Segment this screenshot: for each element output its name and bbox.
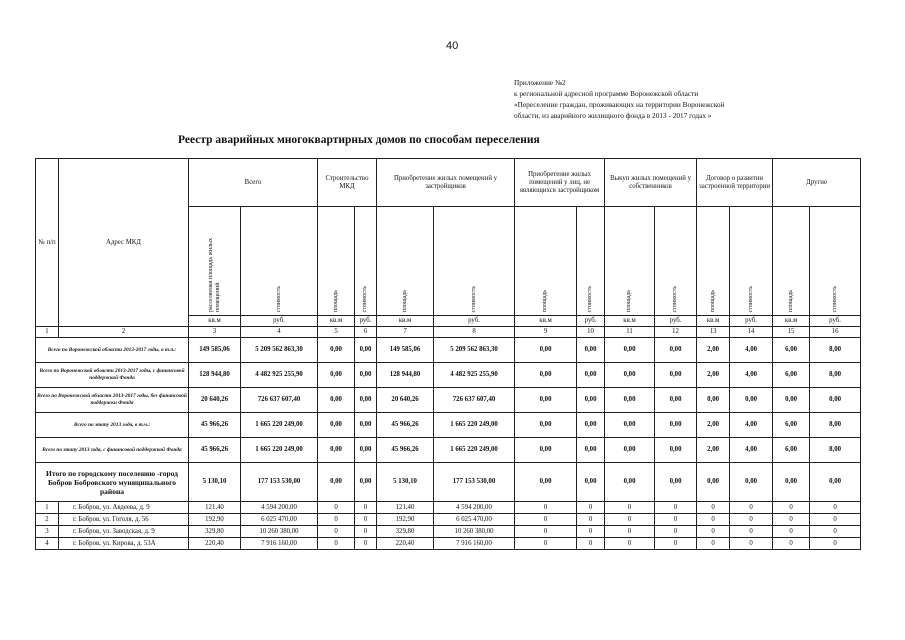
settlement-value: 0,00 bbox=[773, 463, 810, 502]
subheader-label: стоимость bbox=[747, 285, 754, 312]
subheader-cell bbox=[515, 207, 577, 316]
row-number: 2 bbox=[36, 514, 59, 526]
summary-value: 0,00 bbox=[773, 388, 810, 413]
column-numbers-row bbox=[36, 327, 861, 338]
row-value: 121,40 bbox=[377, 502, 434, 514]
row-value: 0 bbox=[605, 526, 655, 538]
summary-value: 8,00 bbox=[810, 363, 861, 388]
row-number: 3 bbox=[36, 526, 59, 538]
summary-value: 0,00 bbox=[355, 338, 377, 363]
column-number-cell: 13 bbox=[697, 327, 730, 338]
summary-value: 2,00 bbox=[697, 438, 730, 463]
subheader-label: площадь bbox=[709, 289, 716, 312]
summary-value: 4,00 bbox=[730, 363, 773, 388]
summary-value: 0,00 bbox=[605, 338, 655, 363]
group-other-header: Другие bbox=[773, 159, 861, 207]
summary-value: 0,00 bbox=[318, 363, 355, 388]
summary-value: 0,00 bbox=[605, 438, 655, 463]
column-number-cell: 12 bbox=[655, 327, 697, 338]
subheader-label: площадь bbox=[542, 289, 549, 312]
summary-value: 20 640,26 bbox=[189, 388, 241, 413]
summary-value: 45 966,26 bbox=[377, 413, 434, 438]
settlement-value: 0,00 bbox=[810, 463, 861, 502]
column-number-cell: 15 bbox=[773, 327, 810, 338]
page-number: 40 bbox=[446, 40, 459, 52]
settlement-value: 177 153 530,00 bbox=[241, 463, 318, 502]
unit-cell: кв.м bbox=[318, 316, 355, 327]
summary-row bbox=[36, 413, 861, 438]
summary-value: 0,00 bbox=[515, 388, 577, 413]
row-value: 329,80 bbox=[377, 526, 434, 538]
group-construction-header: Строительство МКД bbox=[318, 159, 377, 207]
row-value: 220,40 bbox=[377, 538, 434, 550]
column-number-cell: 10 bbox=[577, 327, 605, 338]
summary-value: 0,00 bbox=[355, 413, 377, 438]
summary-value: 0,00 bbox=[577, 338, 605, 363]
settlement-value: 0,00 bbox=[577, 463, 605, 502]
row-value: 0 bbox=[355, 514, 377, 526]
subheader-label: стоимость bbox=[672, 285, 679, 312]
column-number-cell: 1 bbox=[36, 327, 59, 338]
row-value: 0 bbox=[697, 502, 730, 514]
summary-value: 45 966,26 bbox=[189, 413, 241, 438]
summary-value: 0,00 bbox=[318, 338, 355, 363]
summary-row bbox=[36, 438, 861, 463]
column-number-cell: 9 bbox=[515, 327, 577, 338]
row-value: 0 bbox=[318, 514, 355, 526]
summary-value: 726 637 607,40 bbox=[434, 388, 515, 413]
row-value: 0 bbox=[730, 538, 773, 550]
unit-cell: руб. bbox=[434, 316, 515, 327]
summary-value: 0,00 bbox=[810, 388, 861, 413]
column-number-cell: 2 bbox=[59, 327, 189, 338]
row-value: 0 bbox=[605, 502, 655, 514]
summary-value: 726 637 607,40 bbox=[241, 388, 318, 413]
summary-value: 4,00 bbox=[730, 338, 773, 363]
subheader-cell bbox=[730, 207, 773, 316]
row-value: 0 bbox=[515, 526, 577, 538]
subheader-label: стоимость bbox=[362, 285, 369, 312]
summary-value: 128 944,80 bbox=[377, 363, 434, 388]
row-value: 220,40 bbox=[189, 538, 241, 550]
settlement-value: 5 130,10 bbox=[377, 463, 434, 502]
summary-value: 6,00 bbox=[773, 338, 810, 363]
summary-value: 1 665 220 249,00 bbox=[434, 438, 515, 463]
row-value: 0 bbox=[577, 538, 605, 550]
summary-value: 149 585,06 bbox=[377, 338, 434, 363]
summary-value: 1 665 220 249,00 bbox=[241, 438, 318, 463]
summary-value: 0,00 bbox=[655, 338, 697, 363]
subheader-label: площадь bbox=[401, 289, 408, 312]
column-number-cell: 8 bbox=[434, 327, 515, 338]
row-value: 4 594 200,00 bbox=[434, 502, 515, 514]
row-value: 192,90 bbox=[377, 514, 434, 526]
row-value: 0 bbox=[773, 502, 810, 514]
summary-value: 8,00 bbox=[810, 438, 861, 463]
summary-label: Всего по Воронежской области 2013-2017 годы, в т.ч.: bbox=[36, 338, 189, 363]
document-title: Реестр аварийных многоквартирных домов по способам переселения bbox=[178, 134, 540, 146]
group-development-header: Договор о развитии застроенной территории bbox=[697, 159, 773, 207]
summary-value: 6,00 bbox=[773, 438, 810, 463]
unit-cell: руб. bbox=[577, 316, 605, 327]
subheader-label: стоимость bbox=[275, 285, 282, 312]
table-row bbox=[36, 526, 861, 538]
summary-value: 6,00 bbox=[773, 363, 810, 388]
column-number-cell: 11 bbox=[605, 327, 655, 338]
subheader-cell bbox=[655, 207, 697, 316]
summary-value: 0,00 bbox=[605, 388, 655, 413]
summary-value: 0,00 bbox=[515, 413, 577, 438]
summary-value: 128 944,80 bbox=[189, 363, 241, 388]
settlement-value: 0,00 bbox=[605, 463, 655, 502]
row-value: 0 bbox=[810, 502, 861, 514]
row-address: г. Бобров, ул. Гоголя, д. 56 bbox=[59, 514, 189, 526]
summary-value: 2,00 bbox=[697, 363, 730, 388]
unit-cell: руб. bbox=[655, 316, 697, 327]
table-row bbox=[36, 538, 861, 550]
row-address: г. Бобров, ул. Авдеева, д. 9 bbox=[59, 502, 189, 514]
row-value: 0 bbox=[355, 526, 377, 538]
unit-cell: кв.м bbox=[773, 316, 810, 327]
row-value: 6 025 470,00 bbox=[241, 514, 318, 526]
summary-value: 4 482 925 255,90 bbox=[241, 363, 318, 388]
column-number-cell: 3 bbox=[189, 327, 241, 338]
row-value: 7 916 160,00 bbox=[434, 538, 515, 550]
summary-value: 8,00 bbox=[810, 413, 861, 438]
column-number-cell: 5 bbox=[318, 327, 355, 338]
subheader-cell bbox=[241, 207, 318, 316]
summary-value: 0,00 bbox=[318, 413, 355, 438]
summary-value: 0,00 bbox=[355, 363, 377, 388]
row-value: 0 bbox=[577, 502, 605, 514]
col-num-header: № п/п bbox=[36, 159, 59, 327]
summary-value: 0,00 bbox=[515, 338, 577, 363]
summary-value: 5 209 562 863,30 bbox=[241, 338, 318, 363]
row-value: 0 bbox=[577, 514, 605, 526]
row-value: 0 bbox=[773, 538, 810, 550]
group-buyout-header: Выкуп жилых помещений у собственников bbox=[605, 159, 697, 207]
row-value: 0 bbox=[318, 502, 355, 514]
column-number-cell: 6 bbox=[355, 327, 377, 338]
settlement-total-row bbox=[36, 463, 861, 502]
summary-value: 6,00 bbox=[773, 413, 810, 438]
settlement-value: 0,00 bbox=[318, 463, 355, 502]
row-value: 0 bbox=[810, 526, 861, 538]
row-value: 0 bbox=[697, 538, 730, 550]
summary-value: 45 966,26 bbox=[189, 438, 241, 463]
subheader-cell bbox=[577, 207, 605, 316]
row-number: 1 bbox=[36, 502, 59, 514]
summary-value: 0,00 bbox=[655, 413, 697, 438]
row-value: 0 bbox=[577, 526, 605, 538]
column-number-cell: 14 bbox=[730, 327, 773, 338]
row-address: г. Бобров, ул. Кирова, д. 53А bbox=[59, 538, 189, 550]
settlement-value: 0,00 bbox=[655, 463, 697, 502]
summary-value: 0,00 bbox=[655, 438, 697, 463]
unit-cell: кв.м bbox=[189, 316, 241, 327]
row-value: 4 594 200,00 bbox=[241, 502, 318, 514]
row-value: 0 bbox=[810, 514, 861, 526]
summary-value: 4,00 bbox=[730, 438, 773, 463]
summary-row bbox=[36, 363, 861, 388]
summary-value: 0,00 bbox=[655, 388, 697, 413]
summary-value: 0,00 bbox=[577, 363, 605, 388]
summary-value: 0,00 bbox=[515, 438, 577, 463]
subheader-label: площадь bbox=[787, 289, 794, 312]
row-value: 0 bbox=[697, 526, 730, 538]
summary-value: 4,00 bbox=[730, 413, 773, 438]
subheader-label: стоимость bbox=[831, 285, 838, 312]
appendix-line: к региональной адресной программе Воронежской области bbox=[514, 89, 699, 98]
summary-value: 5 209 562 863,30 bbox=[434, 338, 515, 363]
row-address: г. Бобров, ул. Заводская, д. 9 bbox=[59, 526, 189, 538]
subheader-cell bbox=[434, 207, 515, 316]
summary-value: 0,00 bbox=[515, 363, 577, 388]
settlement-value: 0,00 bbox=[730, 463, 773, 502]
row-value: 0 bbox=[605, 514, 655, 526]
summary-value: 0,00 bbox=[605, 413, 655, 438]
unit-cell: руб. bbox=[730, 316, 773, 327]
row-value: 0 bbox=[773, 514, 810, 526]
row-value: 0 bbox=[730, 502, 773, 514]
summary-row bbox=[36, 338, 861, 363]
row-value: 0 bbox=[655, 514, 697, 526]
row-value: 0 bbox=[730, 514, 773, 526]
summary-value: 0,00 bbox=[697, 388, 730, 413]
appendix-line: области, из аварийного жилищного фонда в 2013 - 2017 годах » bbox=[514, 111, 712, 120]
summary-label: Всего по этапу 2013 года, в т.ч.: bbox=[36, 413, 189, 438]
subheader-cell bbox=[697, 207, 730, 316]
summary-value: 0,00 bbox=[355, 388, 377, 413]
column-number-cell: 16 bbox=[810, 327, 861, 338]
summary-value: 149 585,06 bbox=[189, 338, 241, 363]
subheader-label: площадь bbox=[626, 289, 633, 312]
summary-value: 0,00 bbox=[318, 388, 355, 413]
row-value: 0 bbox=[655, 502, 697, 514]
row-value: 329,80 bbox=[189, 526, 241, 538]
summary-value: 0,00 bbox=[318, 438, 355, 463]
unit-cell: руб. bbox=[355, 316, 377, 327]
unit-cell: кв.м bbox=[377, 316, 434, 327]
table-row bbox=[36, 514, 861, 526]
row-value: 6 025 470,00 bbox=[434, 514, 515, 526]
settlement-value: 0,00 bbox=[697, 463, 730, 502]
summary-value: 0,00 bbox=[605, 363, 655, 388]
row-value: 10 260 380,00 bbox=[241, 526, 318, 538]
row-value: 0 bbox=[318, 538, 355, 550]
unit-cell: кв.м bbox=[515, 316, 577, 327]
summary-value: 2,00 bbox=[697, 413, 730, 438]
settlement-value: 177 153 530,00 bbox=[434, 463, 515, 502]
appendix-note bbox=[514, 77, 784, 121]
appendix-line: «Переселение граждан, проживающих на территории Воронежской bbox=[514, 100, 725, 109]
group-nondeveloper-header: Приобретение жилых помещений у лиц, не являющихся застройщиком bbox=[515, 159, 605, 207]
subheader-label: расселяемая площадь жилых помещений bbox=[207, 238, 221, 312]
row-value: 0 bbox=[515, 502, 577, 514]
subheader-cell bbox=[318, 207, 355, 316]
group-total-header: Всего bbox=[189, 159, 318, 207]
row-value: 0 bbox=[655, 526, 697, 538]
unit-cell: кв.м bbox=[605, 316, 655, 327]
summary-value: 2,00 bbox=[697, 338, 730, 363]
summary-row bbox=[36, 388, 861, 413]
unit-cell: руб. bbox=[810, 316, 861, 327]
summary-value: 0,00 bbox=[577, 413, 605, 438]
subheader-label: стоимость bbox=[470, 285, 477, 312]
settlement-label: Итого по городскому поселению -город Бобров Бобровского муниципального района bbox=[36, 463, 189, 502]
summary-value: 45 966,26 bbox=[377, 438, 434, 463]
column-number-cell: 4 bbox=[241, 327, 318, 338]
subheader-cell bbox=[377, 207, 434, 316]
subheader-cell bbox=[773, 207, 810, 316]
row-value: 121,40 bbox=[189, 502, 241, 514]
row-value: 192,90 bbox=[189, 514, 241, 526]
summary-label: Всего по Воронежской области 2013-2017 годы, без финансовой поддержки Фонда bbox=[36, 388, 189, 413]
subheader-cell bbox=[810, 207, 861, 316]
row-value: 0 bbox=[355, 538, 377, 550]
summary-value: 0,00 bbox=[577, 438, 605, 463]
row-value: 0 bbox=[515, 514, 577, 526]
row-value: 0 bbox=[730, 526, 773, 538]
table-row bbox=[36, 502, 861, 514]
subheader-cell bbox=[355, 207, 377, 316]
row-value: 0 bbox=[355, 502, 377, 514]
summary-value: 0,00 bbox=[577, 388, 605, 413]
unit-cell: кв.м bbox=[697, 316, 730, 327]
subheader-cell bbox=[605, 207, 655, 316]
summary-value: 0,00 bbox=[655, 363, 697, 388]
summary-value: 8,00 bbox=[810, 338, 861, 363]
row-value: 0 bbox=[773, 526, 810, 538]
summary-value: 0,00 bbox=[355, 438, 377, 463]
row-value: 7 916 160,00 bbox=[241, 538, 318, 550]
col-address-header: Адрес МКД bbox=[59, 159, 189, 327]
subheader-label: площадь bbox=[332, 289, 339, 312]
row-value: 0 bbox=[515, 538, 577, 550]
subheader-label: стоимость bbox=[587, 285, 594, 312]
row-value: 0 bbox=[697, 514, 730, 526]
summary-label: Всего по этапу 2013 года, с финансовой поддержкой Фонда bbox=[36, 438, 189, 463]
settlement-value: 0,00 bbox=[515, 463, 577, 502]
row-number: 4 bbox=[36, 538, 59, 550]
settlement-value: 5 130,10 bbox=[189, 463, 241, 502]
row-value: 0 bbox=[318, 526, 355, 538]
summary-value: 4 482 925 255,90 bbox=[434, 363, 515, 388]
row-value: 10 260 380,00 bbox=[434, 526, 515, 538]
row-value: 0 bbox=[655, 538, 697, 550]
row-value: 0 bbox=[810, 538, 861, 550]
summary-value: 0,00 bbox=[730, 388, 773, 413]
appendix-line: Приложение №2 bbox=[514, 78, 566, 87]
group-developer-header: Приобретение жилых помещений у застройщиков bbox=[377, 159, 515, 207]
settlement-value: 0,00 bbox=[355, 463, 377, 502]
summary-label: Всего по Воронежской области 2013-2017 годы, с финансовой поддержкой Фонда bbox=[36, 363, 189, 388]
row-value: 0 bbox=[605, 538, 655, 550]
unit-cell: руб. bbox=[241, 316, 318, 327]
summary-value: 1 665 220 249,00 bbox=[434, 413, 515, 438]
subheader-cell bbox=[189, 207, 241, 316]
column-number-cell: 7 bbox=[377, 327, 434, 338]
header-row bbox=[36, 159, 861, 207]
summary-value: 20 640,26 bbox=[377, 388, 434, 413]
summary-value: 1 665 220 249,00 bbox=[241, 413, 318, 438]
registry-table bbox=[35, 158, 861, 550]
